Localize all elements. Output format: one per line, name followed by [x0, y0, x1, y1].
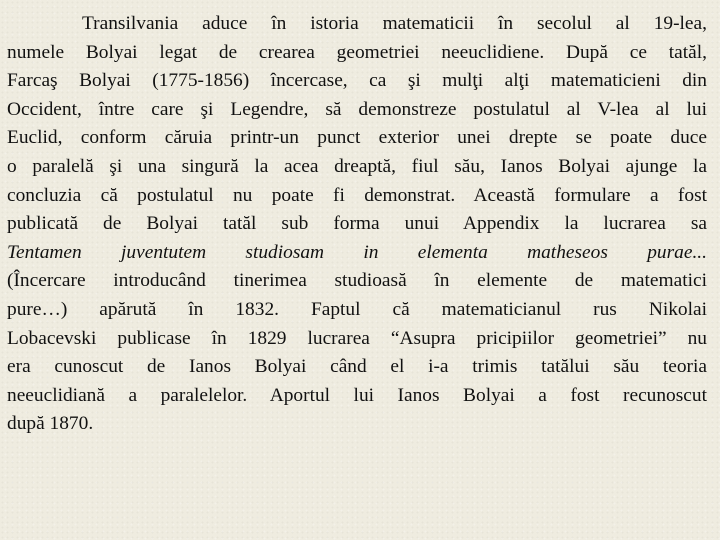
- text-line: neeuclidiană a paralelelor. Aportul lui Ianos Bolyai a fost recunoscut: [7, 384, 707, 406]
- text-line: era cunoscut de Ianos Bolyai când el i-a trimis tatălui său teoria: [7, 356, 707, 378]
- text-line: pure…) apărută în 1832. Faptul că matematicianul rus Nikolai: [7, 298, 707, 320]
- text-line: Transilvania aduce în istoria matematicii în secolul al 19-lea,: [82, 13, 707, 34]
- text-line: (Încercare introducând tinerimea studioasă în elemente de matematici: [7, 270, 707, 292]
- text-line: o paralelă şi una singură la acea dreaptă, fiul său, Ianos Bolyai ajunge la: [7, 155, 707, 177]
- text-line: concluzia că postulatul nu poate fi demonstrat. Această formulare a fost: [7, 184, 707, 206]
- text-line: Farcaş Bolyai (1775-1856) încercase, ca şi mulţi alţi matematicieni din: [7, 70, 707, 92]
- slide-body: [7, 10, 707, 439]
- book-title-line: Tentamen juventutem studiosam in elementa matheseos purae...: [7, 241, 707, 263]
- text-line: după 1870.: [7, 413, 94, 435]
- text-line: publicată de Bolyai tatăl sub forma unui Appendix la lucrarea sa: [7, 213, 707, 235]
- bolyai-paragraph: [7, 10, 707, 439]
- text-line: Lobacevski publicase în 1829 lucrarea “Asupra pricipiilor geometriei” nu: [7, 327, 707, 349]
- text-line: numele Bolyai legat de crearea geometriei neeuclidiene. După ce tatăl,: [7, 41, 707, 63]
- text-line: Occident, între care şi Legendre, să demonstreze postulatul al V-lea al lui: [7, 98, 707, 120]
- text-line: Euclid, conform căruia printr-un punct exterior unei drepte se poate duce: [7, 127, 707, 149]
